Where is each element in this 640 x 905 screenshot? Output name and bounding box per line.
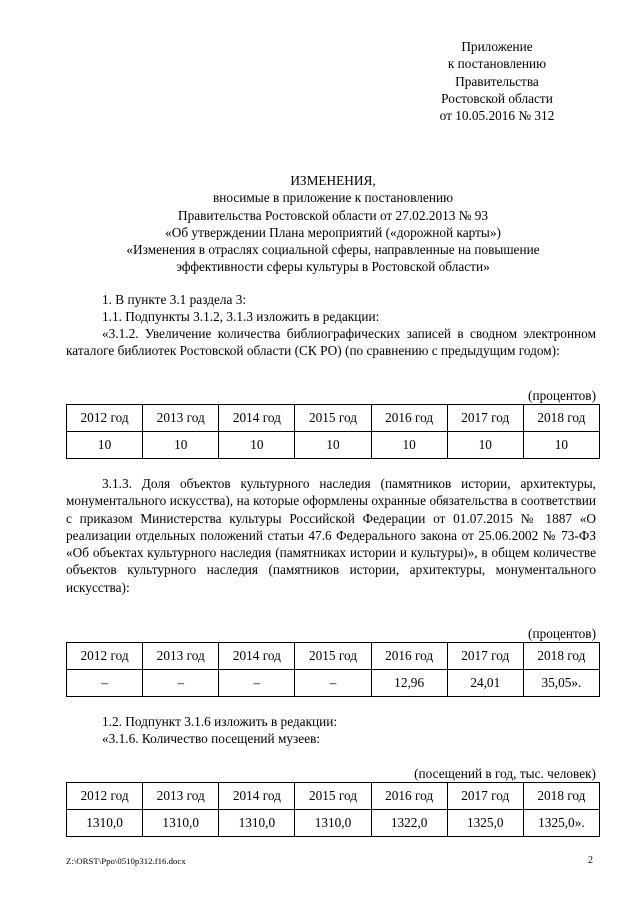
table-header-row [67, 643, 600, 670]
table-cell: 1325,0 [447, 810, 523, 837]
table-3-1-6 [66, 782, 600, 837]
table-row [67, 810, 600, 837]
table-3-1-2 [66, 404, 600, 459]
title-line: вносимые в приложение к постановлению [213, 190, 453, 206]
table-cell: – [219, 670, 295, 697]
table-header-cell: 2015 год [295, 643, 371, 670]
table3-unit: (посещений в год, тыс. человек) [414, 766, 596, 781]
table2-unit: (процентов) [528, 626, 596, 641]
paragraph-3-1-2: «3.1.2. Увеличение количества библиографических записей в сводном электронном каталоге библиотек Ростовской области (СК РО) (по сравнению с предыдущим годом): [66, 326, 596, 359]
title-line: «Об утверждении Плана мероприятий («дорожной карты») [165, 224, 501, 240]
table-cell: 35,05». [523, 670, 599, 697]
table-row [67, 670, 600, 697]
table-row [67, 432, 600, 459]
table-header-cell: 2017 год [447, 783, 523, 810]
table-cell: – [67, 670, 143, 697]
table-header-cell: 2015 год [295, 783, 371, 810]
table-cell: – [295, 670, 371, 697]
table-header-cell: 2014 год [219, 783, 295, 810]
table-cell: 12,96 [371, 670, 447, 697]
table-header-cell: 2012 год [67, 783, 143, 810]
annex-line: Ростовской области [441, 90, 553, 106]
table-cell: 10 [523, 432, 599, 459]
annex-line: от 10.05.2016 № 312 [439, 108, 555, 124]
table-header-cell: 2014 год [219, 405, 295, 432]
paragraph-3-1-6: «3.1.6. Количество посещений музеев: [102, 731, 321, 746]
table-cell: 10 [447, 432, 523, 459]
table-header-cell: 2013 год [143, 405, 219, 432]
table-header-cell: 2012 год [67, 643, 143, 670]
table-header-cell: 2013 год [143, 783, 219, 810]
table1-unit: (процентов) [528, 388, 596, 403]
table-cell: 1310,0 [219, 810, 295, 837]
table-cell: 1310,0 [295, 810, 371, 837]
title-line: ИЗМЕНЕНИЯ, [290, 173, 376, 188]
paragraph-3-1-3: 3.1.3. Доля объектов культурного наследия (памятников истории, архитектуры, монументального искусства), на которые оформлены охранные обязательства в соответствии с приказом Министерства культуры Российской Федерации от 01.07.2015 № 1887 «О реализации отдельных положений статьи 47.6 Федерального закона от 25.06.2002 № 73-ФЗ «Об объектах культурного наследия (памятниках истории и культуры)», в общем количестве объектов культурного наследия (памятников истории, архитектуры, монументального искусства): [66, 476, 596, 595]
table-3-1-3 [66, 642, 600, 697]
table-cell: – [143, 670, 219, 697]
table-header-row [67, 783, 600, 810]
table-header-cell: 2018 год [523, 405, 599, 432]
table-header-row [67, 405, 600, 432]
table-header-cell: 2016 год [371, 643, 447, 670]
footer-file-path: Z:\ORST\Ppo\0510p312.f16.docx [66, 856, 186, 866]
paragraph-subpoint-1-2: 1.2. Подпункт 3.1.6 изложить в редакции: [102, 714, 338, 729]
table-cell: 1322,0 [371, 810, 447, 837]
annex-line: Приложение [461, 39, 533, 54]
table-cell: 10 [143, 432, 219, 459]
document-title [60, 172, 606, 276]
table-header-cell: 2015 год [295, 405, 371, 432]
paragraph-subpoint-1-1: 1.1. Подпункты 3.1.2, 3.1.3 изложить в редакции: [102, 309, 380, 324]
table-header-cell: 2016 год [371, 405, 447, 432]
title-line: «Изменения в отраслях социальной сферы, направленные на повышение [126, 242, 540, 258]
table-cell: 1310,0 [67, 810, 143, 837]
table-header-cell: 2014 год [219, 643, 295, 670]
table-header-cell: 2012 год [67, 405, 143, 432]
paragraph-point-1: 1. В пункте 3.1 раздела 3: [102, 292, 247, 307]
table-cell: 10 [219, 432, 295, 459]
table-header-cell: 2017 год [447, 643, 523, 670]
page-number: 2 [588, 855, 593, 866]
table-header-cell: 2018 год [523, 783, 599, 810]
table-cell: 10 [67, 432, 143, 459]
title-line: Правительства Ростовской области от 27.02.2013 № 93 [177, 207, 489, 223]
title-line: эффективности сферы культуры в Ростовской области» [176, 259, 490, 275]
table-cell: 1310,0 [143, 810, 219, 837]
table-header-cell: 2013 год [143, 643, 219, 670]
table-header-cell: 2017 год [447, 405, 523, 432]
table-header-cell: 2018 год [523, 643, 599, 670]
table-header-cell: 2016 год [371, 783, 447, 810]
table-cell: 10 [371, 432, 447, 459]
annex-line: к постановлению [447, 56, 547, 72]
table-cell: 24,01 [447, 670, 523, 697]
table-cell: 1325,0». [523, 810, 599, 837]
table-cell: 10 [295, 432, 371, 459]
annex-line: Правительства [455, 73, 539, 89]
annex-stamp [422, 38, 572, 124]
